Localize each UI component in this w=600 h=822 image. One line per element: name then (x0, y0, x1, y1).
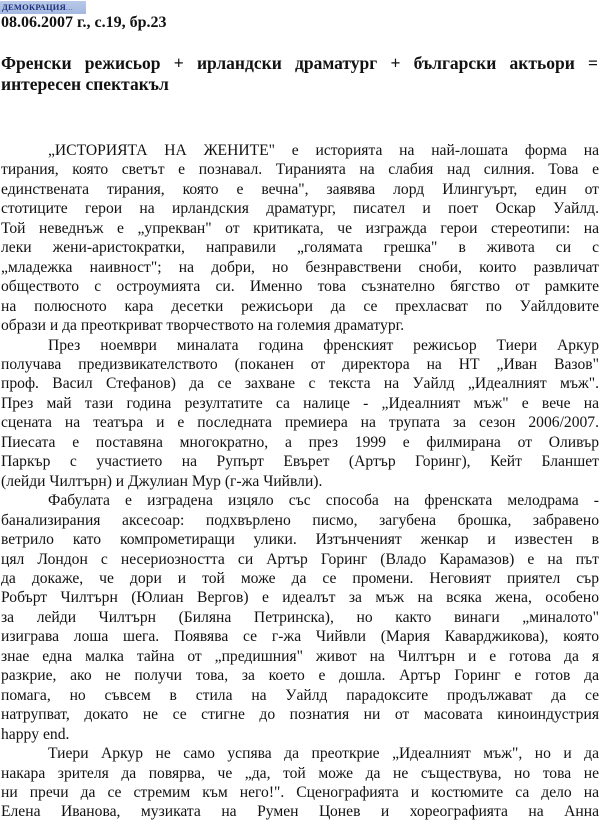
text-line: ни пречи да се стремим към него!". Сценографията и костюмите са дело на (1, 783, 599, 801)
text-line: за лейди Чилтърн (Биляна Петринска), но както винаги „миналото" (1, 608, 599, 626)
text-line: проф. Васил Стефанов) да се захване с текста на Уайлд „Идеалният мъж". (1, 375, 599, 393)
text-line: Паркър с участието на Рупърт Евърет (Артър Горинг), Кейт Бланшет (1, 453, 599, 471)
text-line: сцената на театъра и е последната премиера на трупата за сезон 2006/2007. (1, 414, 599, 432)
article-headline: Френски режисьор + ирландски драматург + български актьори = интересен спектакъл (1, 53, 598, 94)
text-line: обществото с остроумията си. Именно това съзнателно бягство от рамките (1, 278, 599, 296)
text-line: През ноември миналата година френският режисьор Тиери Аркур (48, 336, 599, 354)
text-line: изиграва лоша шега. Появява се г-жа Чийвли (Мария Каварджикова), която (1, 628, 599, 646)
text-line: банализирания аксесоар: подхвърлено писмо, загубена брошка, забравено (1, 511, 599, 529)
text-line: Елена Иванова, музиката на Румен Цонев и хореографията на Анна (1, 803, 599, 821)
text-line: получава предизвикателството (поканен от директора на НТ „Иван Вазов" (1, 355, 599, 373)
text-line: Фабулата е изградена изцяло със способа на френската мелодрама - (48, 492, 599, 510)
text-line: на полюсното кара десетки режисьори да се прехласват по Уайлдовите (1, 297, 599, 315)
article-body (1, 141, 599, 822)
dateline: 08.06.2007 г., с.19, бр.23 (1, 14, 167, 31)
text-line: помага, но съвсем в стила на Уайлд парадоксите продължават да се (1, 686, 599, 704)
text-line: стотиците герои на ирландския драматург, писател и поет Оскар Уайлд. (1, 200, 599, 218)
text-line: (лейди Чилтърн) и Джулиан Мур (г-жа Чийвли). (1, 472, 323, 490)
text-line: ветрило като компрометиращи улики. Изтънченият женкар и известен в (1, 531, 599, 549)
text-line: леки жени-аристократки, направили „голямата грешка" в живота си с (1, 239, 599, 257)
text-line: да докаже, че дори и той може да се промени. Неговият приятел сър (1, 569, 599, 587)
text-line: цял Лондон с несериозността си Артър Горинг (Владо Карамазов) е на път (1, 550, 599, 568)
article-paragraph (1, 491, 599, 744)
text-line: знае една малка тайна от „предишния" живот на Чилтърн и е готова да я (1, 647, 599, 665)
text-line: „младежка наивност"; на добри, но безнравствени сноби, които развличат (1, 258, 599, 276)
text-line: „ИСТОРИЯТА НА ЖЕНИТЕ" е историята на най-лошата форма на (48, 142, 599, 159)
logo-text: ДЕМОКРАЦИЯ (2, 2, 66, 12)
logo-suffix: ... (65, 2, 73, 12)
text-line: тирания, която светът е познавал. Тиранията на слабия над силния. Това е (1, 161, 599, 179)
text-line: натрупват, докато не се стигне до познатия ни от масовата киноиндустрия (1, 706, 599, 724)
text-line: единствената тирания, която е вечна", заявява лорд Илингуърт, един от (1, 180, 599, 198)
text-line: Робърт Чилтърн (Юлиан Вергов) е идеалът за мъж на всяка жена, особено (1, 589, 599, 607)
article-paragraph (1, 141, 599, 336)
text-line: разкрие, ако не получи това, за което е дошла. Артър Горинг е готов да (1, 667, 599, 685)
article-paragraph (1, 336, 599, 492)
text-line: Той неведнъж е „упрекван" от критиката, че изгражда герои стереотипи: на (1, 219, 599, 237)
text-line: През май тази година резултатите са налице - „Идеалният мъж" е вече на (1, 394, 599, 412)
text-line: образи и да преоткриват творчеството на големия драматург. (1, 317, 405, 335)
newspaper-logo (0, 1, 86, 14)
text-line: Пиесата е поставяна многократно, а през 1999 е филмирана от Оливър (1, 433, 599, 451)
text-line: happy end. (1, 725, 70, 743)
text-line: накара зрителя да повярва, че „да, той може да не съществува, но това не (1, 764, 599, 782)
text-line: Тиери Аркур не само успява да преоткрие „Идеалният мъж", но и да (48, 745, 599, 763)
article-paragraph (1, 744, 599, 822)
